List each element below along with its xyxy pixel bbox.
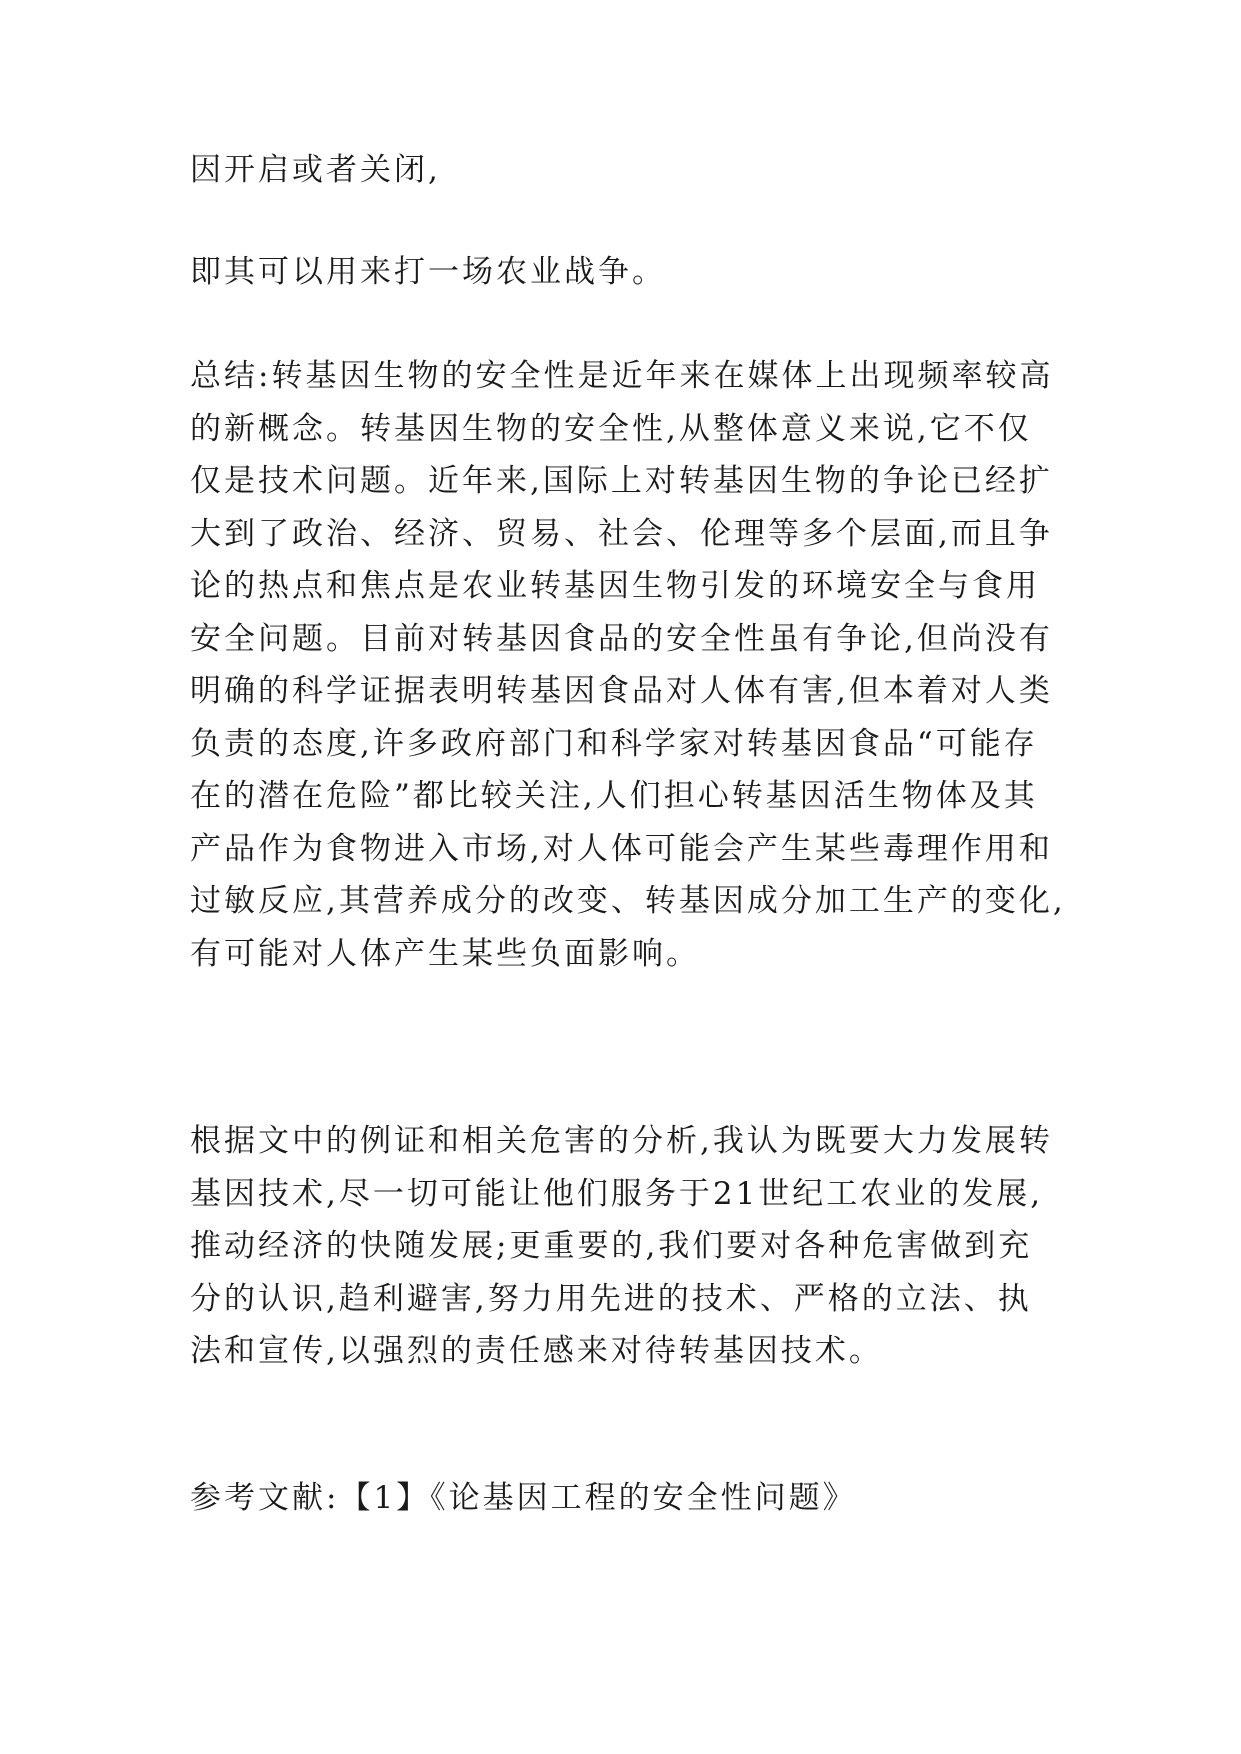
summary-line: 总结:转基因生物的安全性是近年来在媒体上出现频率较高 bbox=[190, 358, 1054, 394]
summary-line: 的新概念。转基因生物的安全性,从整体意义来说,它不仅 bbox=[190, 410, 1032, 447]
summary-line: 明确的科学证据表明转基因食品对人体有害,但本着对人类 bbox=[190, 673, 1053, 709]
summary-line: 在的潜在危险”都比较关注,人们担心转基因活生物体及其 bbox=[190, 778, 1038, 814]
summary-line: 产品作为食物进入市场,对人体可能会产生某些毒理作用和 bbox=[190, 830, 1053, 867]
conclusion-line: 基因技术,尽一切可能让他们服务于21世纪工农业的发展, bbox=[190, 1175, 1044, 1212]
summary-line: 安全问题。目前对转基因食品的安全性虽有争论,但尚没有 bbox=[190, 620, 1053, 657]
summary-line: 仅是技术问题。近年来,国际上对转基因生物的争论已经扩 bbox=[190, 463, 1053, 499]
summary-line: 论的热点和焦点是农业转基因生物引发的环境安全与食用 bbox=[190, 568, 1040, 604]
paragraph-summary bbox=[190, 350, 1066, 980]
paragraph-agricultural-war: 即其可以用来打一场农业战争。 bbox=[190, 254, 666, 290]
summary-line: 大到了政治、经济、贸易、社会、伦理等多个层面,而且争 bbox=[190, 515, 1053, 552]
summary-line: 过敏反应,其营养成分的改变、转基因成分加工生产的变化, bbox=[190, 883, 1066, 919]
summary-line: 负责的态度,许多政府部门和科学家对转基因食品“可能存 bbox=[190, 725, 1038, 762]
paragraph-conclusion bbox=[190, 1115, 1053, 1378]
conclusion-line: 推动经济的快随发展;更重要的,我们要对各种危害做到充 bbox=[190, 1228, 1033, 1264]
reference-citation: 参考文献:【1】《论基因工程的安全性问题》 bbox=[190, 1480, 857, 1516]
conclusion-line: 根据文中的例证和相关危害的分析,我认为既要大力发展转 bbox=[190, 1123, 1053, 1159]
summary-line: 有可能对人体产生某些负面影响。 bbox=[190, 935, 700, 972]
paragraph-opening-line: 因开启或者关闭, bbox=[190, 152, 441, 188]
conclusion-line: 分的认识,趋利避害,努力用先进的技术、严格的立法、执 bbox=[190, 1280, 1032, 1317]
conclusion-line: 法和宣传,以强烈的责任感来对待转基因技术。 bbox=[190, 1333, 883, 1369]
